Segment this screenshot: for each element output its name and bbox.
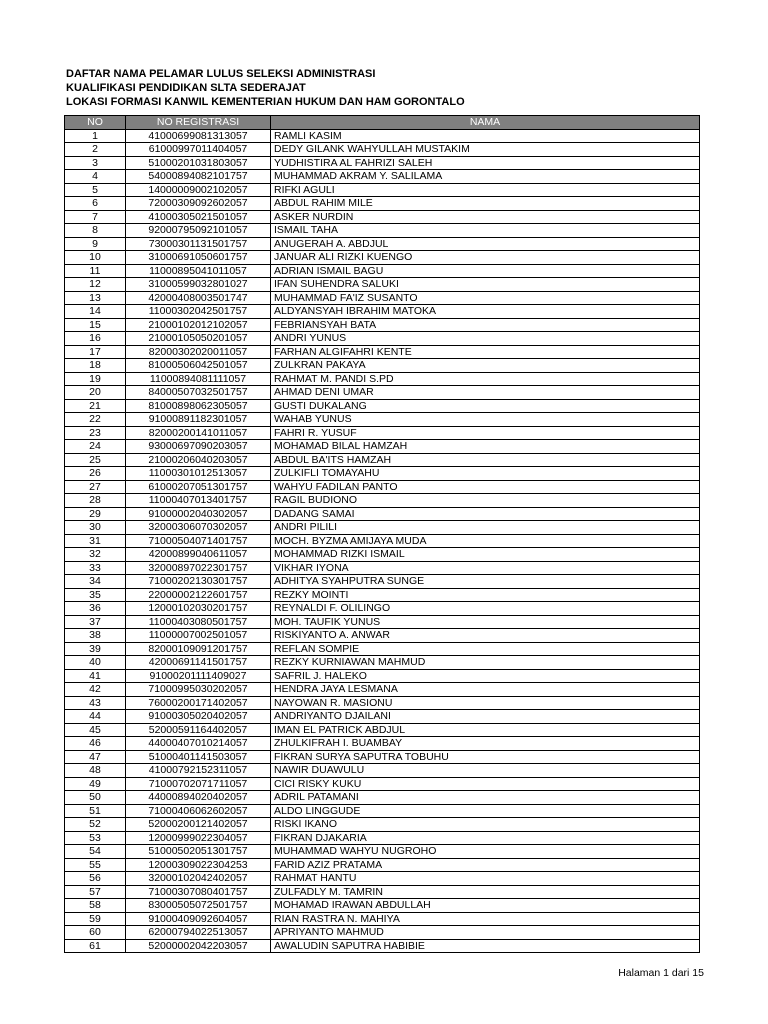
table-row <box>65 170 700 184</box>
applicant-name: RAMLI KASIM <box>271 129 700 143</box>
table-row <box>65 210 700 224</box>
row-number: 22 <box>65 413 126 427</box>
applicant-name: MOHAMAD IRAWAN ABDULLAH <box>271 899 700 913</box>
registration-number: 11000407013401757 <box>126 494 271 508</box>
column-header-registration: NO REGISTRASI <box>126 116 271 130</box>
row-number: 21 <box>65 399 126 413</box>
applicant-name: APRIYANTO MAHMUD <box>271 926 700 940</box>
table-row <box>65 399 700 413</box>
table-row <box>65 332 700 346</box>
registration-number: 11000894081111057 <box>126 372 271 386</box>
row-number: 56 <box>65 872 126 886</box>
applicant-name: REZKY KURNIAWAN MAHMUD <box>271 656 700 670</box>
table-row <box>65 534 700 548</box>
table-row <box>65 791 700 805</box>
applicant-name: ALDO LINGGUDE <box>271 804 700 818</box>
registration-number: 12000999022304057 <box>126 831 271 845</box>
table-row <box>65 278 700 292</box>
registration-number: 71000995030202057 <box>126 683 271 697</box>
table-body <box>65 129 700 953</box>
row-number: 25 <box>65 453 126 467</box>
row-number: 17 <box>65 345 126 359</box>
row-number: 14 <box>65 305 126 319</box>
row-number: 35 <box>65 588 126 602</box>
applicant-name: MOHAMAD BILAL HAMZAH <box>271 440 700 454</box>
row-number: 34 <box>65 575 126 589</box>
registration-number: 82000302020011057 <box>126 345 271 359</box>
table-row <box>65 588 700 602</box>
table-row <box>65 143 700 157</box>
applicant-name: NAYOWAN R. MASIONU <box>271 696 700 710</box>
registration-number: 11000895041011057 <box>126 264 271 278</box>
registration-number: 82000200141011057 <box>126 426 271 440</box>
registration-number: 52000002042203057 <box>126 939 271 953</box>
row-number: 61 <box>65 939 126 953</box>
table-row <box>65 413 700 427</box>
table-row <box>65 764 700 778</box>
applicant-name: RISKIYANTO A. ANWAR <box>271 629 700 643</box>
table-row <box>65 615 700 629</box>
row-number: 44 <box>65 710 126 724</box>
row-number: 16 <box>65 332 126 346</box>
applicant-name: CICI RISKY KUKU <box>271 777 700 791</box>
applicant-name: FIKRAN DJAKARIA <box>271 831 700 845</box>
row-number: 36 <box>65 602 126 616</box>
applicant-name: REYNALDI F. OLILINGO <box>271 602 700 616</box>
registration-number: 21000105050201057 <box>126 332 271 346</box>
row-number: 58 <box>65 899 126 913</box>
table-row <box>65 683 700 697</box>
applicant-name: ADHITYA SYAHPUTRA SUNGE <box>271 575 700 589</box>
table-row <box>65 575 700 589</box>
row-number: 49 <box>65 777 126 791</box>
table-row <box>65 183 700 197</box>
applicant-name: HENDRA JAYA LESMANA <box>271 683 700 697</box>
row-number: 24 <box>65 440 126 454</box>
registration-number: 42000691141501757 <box>126 656 271 670</box>
applicant-name: ABDUL BA'ITS HAMZAH <box>271 453 700 467</box>
registration-number: 44000407010214057 <box>126 737 271 751</box>
registration-number: 11000007002501057 <box>126 629 271 643</box>
table-row <box>65 885 700 899</box>
applicant-name: RISKI IKANO <box>271 818 700 832</box>
applicant-name: IMAN EL PATRICK ABDJUL <box>271 723 700 737</box>
registration-number: 42000899040611057 <box>126 548 271 562</box>
table-row <box>65 750 700 764</box>
row-number: 42 <box>65 683 126 697</box>
table-row <box>65 899 700 913</box>
applicant-name: MOCH. BYZMA AMIJAYA MUDA <box>271 534 700 548</box>
table-row <box>65 521 700 535</box>
row-number: 29 <box>65 507 126 521</box>
document-title: DAFTAR NAMA PELAMAR LULUS SELEKSI ADMINISTRASI <box>66 68 376 80</box>
table-header-row <box>65 116 700 130</box>
table-row <box>65 345 700 359</box>
registration-number: 72000309092602057 <box>126 197 271 211</box>
registration-number: 32000102042402057 <box>126 872 271 886</box>
applicant-name: MUHAMMAD WAHYU NUGROHO <box>271 845 700 859</box>
qualification-line: KUALIFIKASI PENDIDIKAN SLTA SEDERAJAT <box>66 82 306 94</box>
applicant-name: ZHULKIFRAH I. BUAMBAY <box>271 737 700 751</box>
table-row <box>65 318 700 332</box>
registration-number: 81000898062305057 <box>126 399 271 413</box>
table-row <box>65 723 700 737</box>
registration-number: 21000102012102057 <box>126 318 271 332</box>
applicant-name: RAHMAT HANTU <box>271 872 700 886</box>
applicant-name: YUDHISTIRA AL FAHRIZI SALEH <box>271 156 700 170</box>
registration-number: 73000301131501757 <box>126 237 271 251</box>
row-number: 20 <box>65 386 126 400</box>
registration-number: 61000997011404057 <box>126 143 271 157</box>
registration-number: 54000894082101757 <box>126 170 271 184</box>
registration-number: 11000403080501757 <box>126 615 271 629</box>
table-row <box>65 872 700 886</box>
applicant-name: MOHAMMAD RIZKI ISMAIL <box>271 548 700 562</box>
row-number: 53 <box>65 831 126 845</box>
applicant-name: REFLAN SOMPIE <box>271 642 700 656</box>
applicant-name: GUSTI DUKALANG <box>271 399 700 413</box>
table-row <box>65 939 700 953</box>
registration-number: 21000206040203057 <box>126 453 271 467</box>
registration-number: 32000306070302057 <box>126 521 271 535</box>
registration-number: 93000697090203057 <box>126 440 271 454</box>
registration-number: 91000891182301057 <box>126 413 271 427</box>
row-number: 11 <box>65 264 126 278</box>
row-number: 31 <box>65 534 126 548</box>
row-number: 38 <box>65 629 126 643</box>
table-row <box>65 804 700 818</box>
applicant-name: DADANG SAMAI <box>271 507 700 521</box>
registration-number: 12000102030201757 <box>126 602 271 616</box>
row-number: 18 <box>65 359 126 373</box>
document-header <box>66 67 465 109</box>
table-row <box>65 642 700 656</box>
registration-number: 71000406062602057 <box>126 804 271 818</box>
applicant-name: DEDY GILANK WAHYULLAH MUSTAKIM <box>271 143 700 157</box>
registration-number: 71000504071401757 <box>126 534 271 548</box>
row-number: 5 <box>65 183 126 197</box>
applicant-table <box>64 115 700 953</box>
applicant-name: ISMAIL TAHA <box>271 224 700 238</box>
table-row <box>65 669 700 683</box>
registration-number: 61000207051301757 <box>126 480 271 494</box>
applicant-name: ANDRIYANTO DJAILANI <box>271 710 700 724</box>
registration-number: 71000307080401757 <box>126 885 271 899</box>
table-row <box>65 440 700 454</box>
registration-number: 52000591164402057 <box>126 723 271 737</box>
row-number: 2 <box>65 143 126 157</box>
registration-number: 14000009002102057 <box>126 183 271 197</box>
registration-number: 83000505072501757 <box>126 899 271 913</box>
row-number: 52 <box>65 818 126 832</box>
applicant-name: WAHAB YUNUS <box>271 413 700 427</box>
table-row <box>65 156 700 170</box>
applicant-name: RIFKI AGULI <box>271 183 700 197</box>
table-row <box>65 426 700 440</box>
table-row <box>65 467 700 481</box>
registration-number: 11000301012513057 <box>126 467 271 481</box>
applicant-name: VIKHAR IYONA <box>271 561 700 575</box>
table-row <box>65 710 700 724</box>
row-number: 37 <box>65 615 126 629</box>
row-number: 60 <box>65 926 126 940</box>
row-number: 28 <box>65 494 126 508</box>
table-row <box>65 264 700 278</box>
row-number: 45 <box>65 723 126 737</box>
registration-number: 71000702071711057 <box>126 777 271 791</box>
registration-number: 11000302042501757 <box>126 305 271 319</box>
table-row <box>65 602 700 616</box>
row-number: 19 <box>65 372 126 386</box>
column-header-name: NAMA <box>271 116 700 130</box>
table-row <box>65 129 700 143</box>
table-row <box>65 197 700 211</box>
registration-number: 71000202130301757 <box>126 575 271 589</box>
applicant-name: ANDRI YUNUS <box>271 332 700 346</box>
registration-number: 76000200171402057 <box>126 696 271 710</box>
row-number: 33 <box>65 561 126 575</box>
applicant-name: AHMAD DENI UMAR <box>271 386 700 400</box>
row-number: 12 <box>65 278 126 292</box>
registration-number: 51000401141503057 <box>126 750 271 764</box>
table-row <box>65 926 700 940</box>
registration-number: 91000201111409027 <box>126 669 271 683</box>
applicant-name: ASKER NURDIN <box>271 210 700 224</box>
row-number: 46 <box>65 737 126 751</box>
row-number: 3 <box>65 156 126 170</box>
registration-number: 92000795092101057 <box>126 224 271 238</box>
applicant-name: NAWIR DUAWULU <box>271 764 700 778</box>
registration-number: 31000691050601757 <box>126 251 271 265</box>
applicant-name: ZULKRAN PAKAYA <box>271 359 700 373</box>
applicant-name: MUHAMMAD AKRAM Y. SALILAMA <box>271 170 700 184</box>
row-number: 50 <box>65 791 126 805</box>
row-number: 1 <box>65 129 126 143</box>
location-line: LOKASI FORMASI KANWIL KEMENTERIAN HUKUM DAN HAM GORONTALO <box>66 96 465 108</box>
table-row <box>65 291 700 305</box>
applicant-name: FAHRI R. YUSUF <box>271 426 700 440</box>
row-number: 30 <box>65 521 126 535</box>
registration-number: 32000897022301757 <box>126 561 271 575</box>
applicant-name: ALDYANSYAH IBRAHIM MATOKA <box>271 305 700 319</box>
applicant-name: FEBRIANSYAH BATA <box>271 318 700 332</box>
row-number: 54 <box>65 845 126 859</box>
row-number: 27 <box>65 480 126 494</box>
applicant-name: JANUAR ALI RIZKI KUENGO <box>271 251 700 265</box>
table-row <box>65 305 700 319</box>
registration-number: 91000002040302057 <box>126 507 271 521</box>
table-row <box>65 224 700 238</box>
table-row <box>65 656 700 670</box>
applicant-name: FIKRAN SURYA SAPUTRA TOBUHU <box>271 750 700 764</box>
row-number: 23 <box>65 426 126 440</box>
table-row <box>65 548 700 562</box>
table-row <box>65 494 700 508</box>
registration-number: 81000506042501057 <box>126 359 271 373</box>
row-number: 6 <box>65 197 126 211</box>
table-row <box>65 831 700 845</box>
applicant-name: ZULKIFLI TOMAYAHU <box>271 467 700 481</box>
row-number: 10 <box>65 251 126 265</box>
registration-number: 91000305020402057 <box>126 710 271 724</box>
row-number: 9 <box>65 237 126 251</box>
table-row <box>65 845 700 859</box>
applicant-name: ANDRI PILILI <box>271 521 700 535</box>
applicant-name: ADRIL PATAMANI <box>271 791 700 805</box>
applicant-name: SAFRIL J. HALEKO <box>271 669 700 683</box>
registration-number: 22000002122601757 <box>126 588 271 602</box>
row-number: 48 <box>65 764 126 778</box>
table-row <box>65 737 700 751</box>
registration-number: 41000699081313057 <box>126 129 271 143</box>
table-row <box>65 912 700 926</box>
registration-number: 84000507032501757 <box>126 386 271 400</box>
column-header-no: NO <box>65 116 126 130</box>
row-number: 57 <box>65 885 126 899</box>
registration-number: 52000200121402057 <box>126 818 271 832</box>
applicant-name: WAHYU FADILAN PANTO <box>271 480 700 494</box>
row-number: 15 <box>65 318 126 332</box>
row-number: 59 <box>65 912 126 926</box>
table-row <box>65 453 700 467</box>
registration-number: 51000502051301757 <box>126 845 271 859</box>
table-row <box>65 386 700 400</box>
registration-number: 42000408003501747 <box>126 291 271 305</box>
applicant-name: MOH. TAUFIK YUNUS <box>271 615 700 629</box>
applicant-name: MUHAMMAD FA'IZ SUSANTO <box>271 291 700 305</box>
row-number: 8 <box>65 224 126 238</box>
applicant-name: ABDUL RAHIM MILE <box>271 197 700 211</box>
registration-number: 62000794022513057 <box>126 926 271 940</box>
applicant-name: RIAN RASTRA N. MAHIYA <box>271 912 700 926</box>
table-row <box>65 818 700 832</box>
applicant-name: ZULFADLY M. TAMRIN <box>271 885 700 899</box>
row-number: 26 <box>65 467 126 481</box>
row-number: 40 <box>65 656 126 670</box>
row-number: 41 <box>65 669 126 683</box>
row-number: 13 <box>65 291 126 305</box>
table-row <box>65 507 700 521</box>
applicant-name: ADRIAN ISMAIL BAGU <box>271 264 700 278</box>
table-row <box>65 372 700 386</box>
row-number: 39 <box>65 642 126 656</box>
registration-number: 44000894020402057 <box>126 791 271 805</box>
table-row <box>65 359 700 373</box>
registration-number: 12000309022304253 <box>126 858 271 872</box>
row-number: 55 <box>65 858 126 872</box>
row-number: 47 <box>65 750 126 764</box>
page-number: Halaman 1 dari 15 <box>618 967 704 979</box>
registration-number: 82000109091201757 <box>126 642 271 656</box>
applicant-name: RAHMAT M. PANDI S.PD <box>271 372 700 386</box>
row-number: 32 <box>65 548 126 562</box>
table-row <box>65 251 700 265</box>
row-number: 7 <box>65 210 126 224</box>
applicant-name: REZKY MOINTI <box>271 588 700 602</box>
registration-number: 31000599032801027 <box>126 278 271 292</box>
table-row <box>65 777 700 791</box>
registration-number: 41000792152311057 <box>126 764 271 778</box>
applicant-name: IFAN SUHENDRA SALUKI <box>271 278 700 292</box>
registration-number: 51000201031803057 <box>126 156 271 170</box>
row-number: 51 <box>65 804 126 818</box>
table-row <box>65 858 700 872</box>
row-number: 4 <box>65 170 126 184</box>
table-row <box>65 237 700 251</box>
table-row <box>65 696 700 710</box>
applicant-name: AWALUDIN SAPUTRA HABIBIE <box>271 939 700 953</box>
registration-number: 91000409092604057 <box>126 912 271 926</box>
applicant-name: RAGIL BUDIONO <box>271 494 700 508</box>
applicant-name: FARID AZIZ PRATAMA <box>271 858 700 872</box>
table-row <box>65 629 700 643</box>
row-number: 43 <box>65 696 126 710</box>
registration-number: 41000305021501057 <box>126 210 271 224</box>
applicant-name: ANUGERAH A. ABDJUL <box>271 237 700 251</box>
table-row <box>65 480 700 494</box>
applicant-name: FARHAN ALGIFAHRI KENTE <box>271 345 700 359</box>
table-row <box>65 561 700 575</box>
